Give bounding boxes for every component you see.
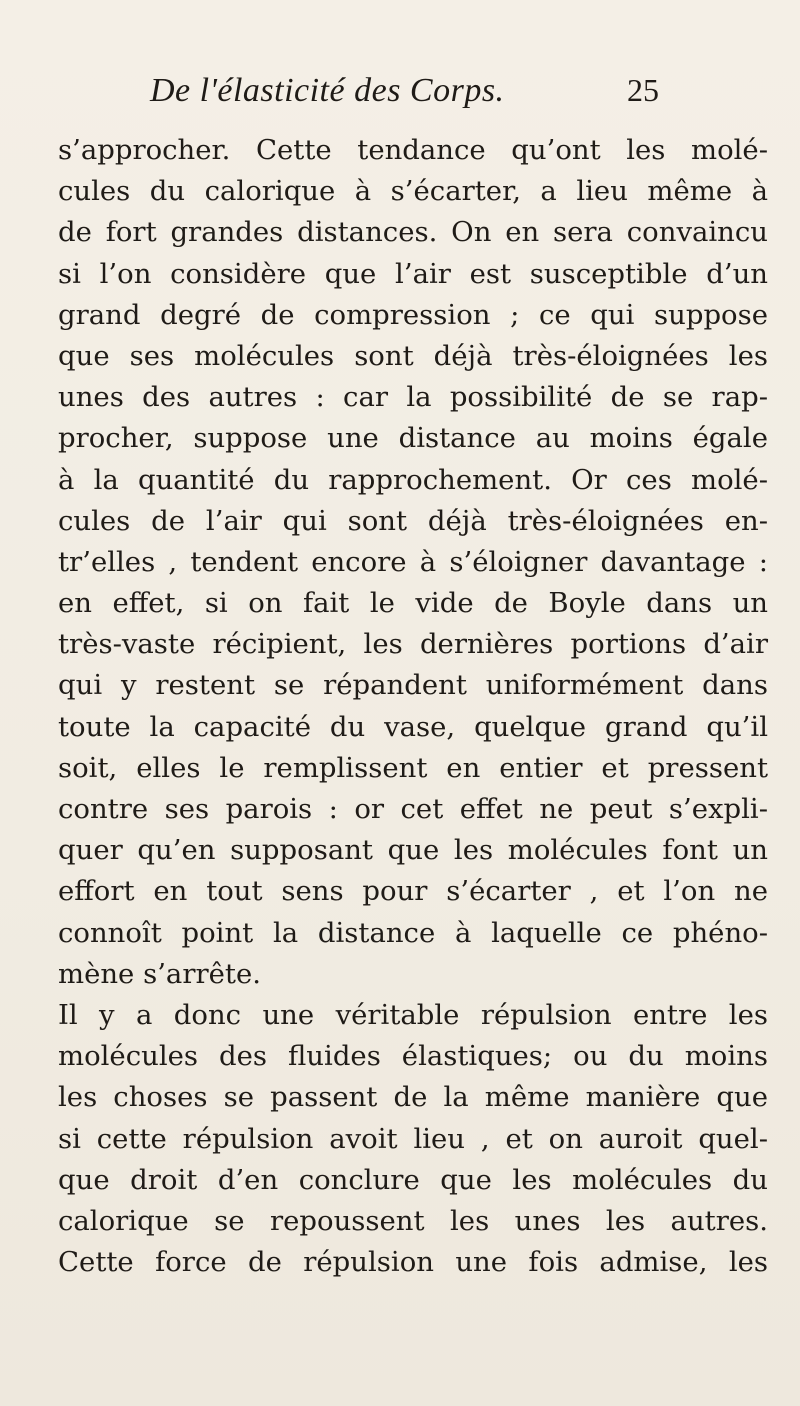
text-line: cules de l’air qui sont déjà très-éloignées en-: [58, 504, 768, 537]
text-line: calorique se repoussent les unes les autres.: [58, 1204, 768, 1237]
text-line: unes des autres : car la possibilité de se rap-: [58, 381, 768, 414]
text-line: à la quantité du rapprochement. Or ces molé-: [58, 463, 768, 496]
text-line: molécules des fluides élastiques; ou du moins: [58, 1040, 768, 1073]
text-line: s’approcher. Cette tendance qu’ont les molé-: [58, 134, 768, 166]
body-text: [58, 130, 768, 1283]
text-line: Cette force de répulsion une fois admise, les: [58, 1246, 768, 1279]
text-line: procher, suppose une distance au moins égale: [58, 422, 768, 455]
running-head: [0, 72, 800, 116]
text-line: qui y restent se répandent uniformément dans: [58, 669, 768, 702]
text-line: cules du calorique à s’écarter, a lieu même à: [58, 175, 768, 208]
text-line: tr’elles , tendent encore à s’éloigner davantage :: [58, 545, 768, 578]
text-line: quer qu’en supposant que les molécules font un: [58, 834, 768, 867]
text-line: de fort grandes distances. On en sera convaincu: [58, 216, 768, 249]
text-line: les choses se passent de la même manière que: [58, 1081, 768, 1114]
text-line: que droit d’en conclure que les molécules du: [58, 1163, 768, 1196]
text-line: grand degré de compression ; ce qui suppose: [58, 298, 768, 331]
text-line: si l’on considère que l’air est susceptible d’un: [58, 257, 768, 290]
text-line: en effet, si on fait le vide de Boyle dans un: [58, 587, 768, 620]
text-line: Il y a donc une véritable répulsion entre les: [58, 998, 768, 1031]
page-number: 25: [627, 72, 659, 108]
text-line: si cette répulsion avoit lieu , et on auroit quel-: [58, 1122, 768, 1155]
text-line-paragraph-end: mène s’arrête.: [58, 957, 261, 990]
text-line: effort en tout sens pour s’écarter , et l’on ne: [58, 875, 768, 908]
running-title: De l'élasticité des Corps.: [150, 72, 505, 109]
text-line: contre ses parois : or cet effet ne peut s’expli-: [58, 793, 768, 825]
text-line: que ses molécules sont déjà très-éloignées les: [58, 339, 768, 372]
text-line: très-vaste récipient, les dernières portions d’air: [58, 628, 768, 661]
text-line: toute la capacité du vase, quelque grand qu’il: [58, 710, 768, 743]
text-line: soit, elles le remplissent en entier et pressent: [58, 751, 768, 784]
text-line: connoît point la distance à laquelle ce phéno-: [58, 916, 768, 949]
